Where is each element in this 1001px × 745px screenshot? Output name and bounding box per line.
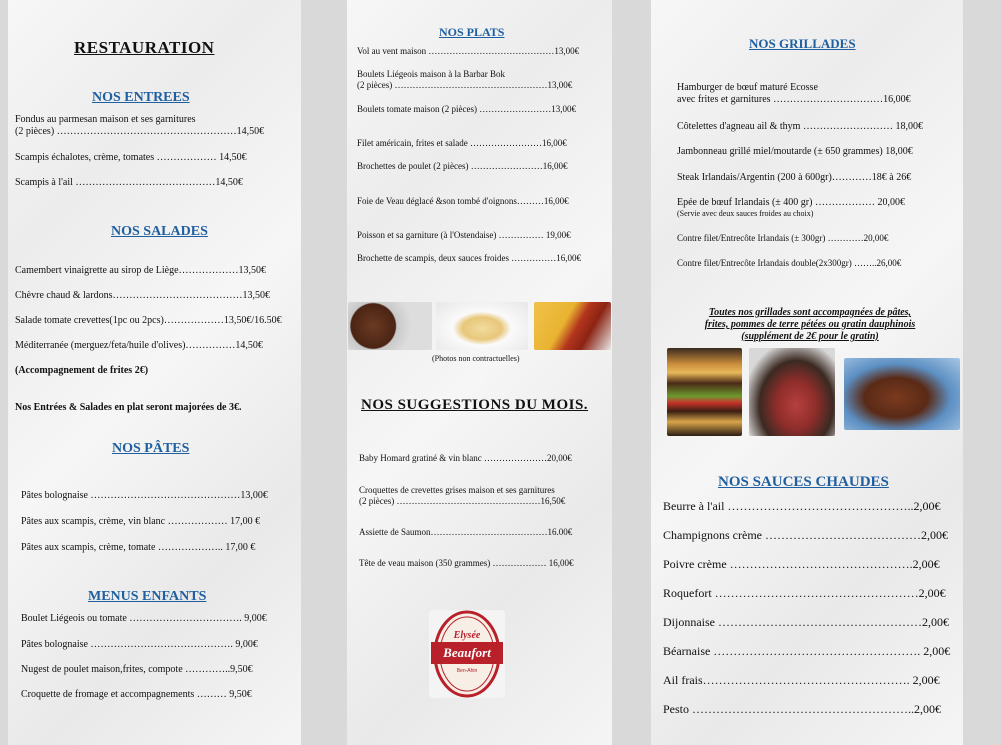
menu-item: Boulets tomate maison (2 pièces) ……………………13,00€ [357, 104, 576, 114]
sauces-heading: NOS SAUCES CHAUDES [718, 474, 889, 490]
menu-item: Poivre crème ……………………………………….2,00€ [663, 557, 940, 571]
accompaniment-note: (Accompagnement de frites 2€) [15, 365, 149, 376]
menu-item: Dijonnaise ……………………………………………2,00€ [663, 615, 949, 629]
menu-item: Assiette de Saumon…………………………………16.00€ [359, 527, 573, 537]
menu-item: Beurre à l'ail ………………………………………..2,00€ [663, 499, 941, 513]
menu-item: Ail frais……………………………………………. 2,00€ [663, 673, 940, 687]
menu-item: Baby Homard gratiné & vin blanc …………………20,00€ [359, 453, 572, 463]
grillades-heading: NOS GRILLADES [749, 36, 856, 51]
menu-item: Pâtes bolognaise ……………………………………. 9,00€ [21, 639, 258, 650]
menu-item: Jambonneau grillé miel/moutarde (± 650 grammes) 18,00€ [677, 146, 913, 157]
plats-heading: NOS PLATS [439, 25, 505, 39]
menu-item: Béarnaise ……………………………………………. 2,00€ [663, 644, 951, 658]
suggestions-heading: NOS SUGGESTIONS DU MOIS. [361, 397, 589, 413]
left-menu-panel [8, 0, 301, 745]
menu-item: Croquette de fromage et accompagnements ……… 9,50€ [21, 689, 252, 700]
menu-item: Pesto ………………………………………………..2,00€ [663, 702, 942, 716]
menu-item: Brochette de scampis, deux sauces froides ……………16,00€ [357, 253, 581, 263]
menu-item: Méditerranée (merguez/feta/huile d'olives)……………14,50€ [15, 340, 263, 351]
entrees-heading: NOS ENTREES [92, 90, 190, 105]
menu-item: Côtelettes d'agneau ail & thym ……………………… 18,00€ [677, 121, 923, 132]
menu-item: Foie de Veau déglacé &son tombé d'oignons………16,00€ [357, 196, 569, 206]
meatballs-photo [348, 302, 432, 350]
menu-item: Camembert vinaigrette au sirop de Liège………………13,50€ [15, 265, 267, 276]
middle-menu-panel [347, 0, 612, 745]
logo-name-main: Beaufort [443, 645, 491, 660]
menu-item: Scampis à l'ail ……………………………………14,50€ [15, 177, 243, 188]
menu-item: Epée de bœuf Irlandais (± 400 gr) ……………… 20,00€ (Servie avec deux sauces froides au choix) [677, 197, 905, 218]
pates-heading: NOS PÂTES [112, 441, 190, 456]
menu-item: Poisson et sa garniture (à l'Ostendaise) …………… 19,00€ [357, 230, 571, 240]
menu-item: Filet américain, frites et salade ……………………16,00€ [357, 138, 567, 148]
menu-item: Fondus au parmesan maison et ses garnitures (2 pièces) ………………………………………………14,50€ [15, 114, 265, 137]
skewers-photo [844, 358, 960, 430]
restaurant-logo [427, 608, 507, 700]
menu-item: Pâtes aux scampis, crème, tomate ……………….. 17,00 € [21, 542, 256, 553]
menu-item: Croquettes de crevettes grises maison et ses garnitures (2 pièces) …………………………………………16,50€ [359, 485, 566, 506]
photo-caption: (Photos non contractuelles) [432, 354, 520, 363]
menu-item: Contre filet/Entrecôte Irlandais (± 300gr) …………20,00€ [677, 233, 889, 243]
menu-item: Vol au vent maison ……………………………………13,00€ [357, 46, 580, 56]
menu-item: Champignons crème …………………………………2,00€ [663, 528, 948, 542]
salades-heading: NOS SALADES [111, 224, 208, 239]
menu-item: Contre filet/Entrecôte Irlandais double(2x300gr) ……..26,00€ [677, 258, 902, 268]
surcharge-note: Nos Entrées & Salades en plat seront majorées de 3€. [15, 402, 242, 413]
menu-item: Steak Irlandais/Argentin (200 à 600gr)…………18€ à 26€ [677, 172, 912, 183]
grillades-note: Toutes nos grillades sont accompagnées de pâtes, frites, pommes de terre pétées ou gratin dauphinois (supplément de 2€ pour le gratin) [704, 307, 916, 342]
steak-photo [749, 348, 835, 436]
menu-item: Tête de veau maison (350 grammes) ……………… 16,00€ [359, 558, 574, 568]
page-title: RESTAURATION [74, 38, 215, 57]
enfants-heading: MENUS ENFANTS [88, 589, 207, 604]
menu-item: Nugest de poulet maison,frites, compote …………..9,50€ [21, 664, 253, 675]
menu-item: Boulets Liégeois maison à la Barbar Bok (2 pièces) ……………………………………………13,00€ [357, 69, 573, 90]
menu-item: Pâtes bolognaise ………………………………………13,00€ [21, 490, 268, 501]
menu-item: Chèvre chaud & lardons…………………………………13,50€ [15, 290, 270, 301]
right-menu-panel [651, 0, 963, 745]
menu-item: Brochettes de poulet (2 pièces) ……………………16,00€ [357, 161, 568, 171]
burger-photo [667, 348, 742, 436]
menu-item: Scampis échalotes, crème, tomates ……………… 14,50€ [15, 152, 247, 163]
menu-item: Salade tomate crevettes(1pc ou 2pcs)………………13,50€/16.50€ [15, 315, 282, 326]
logo-name-top: Elysée [453, 630, 481, 641]
vol-au-vent-photo [436, 302, 528, 350]
pasta-photo [534, 302, 611, 350]
menu-item: Roquefort ……………………………………………2,00€ [663, 586, 946, 600]
menu-item: Hamburger de bœuf maturé Ecosse avec frites et garnitures ……………………………16,00€ [677, 82, 911, 105]
menu-item: Pâtes aux scampis, crème, vin blanc ……………… 17,00 € [21, 516, 261, 527]
menu-item: Boulet Liégeois ou tomate ……………………………. 9,00€ [21, 613, 267, 624]
logo-town: Ben-Ahin [456, 668, 478, 674]
